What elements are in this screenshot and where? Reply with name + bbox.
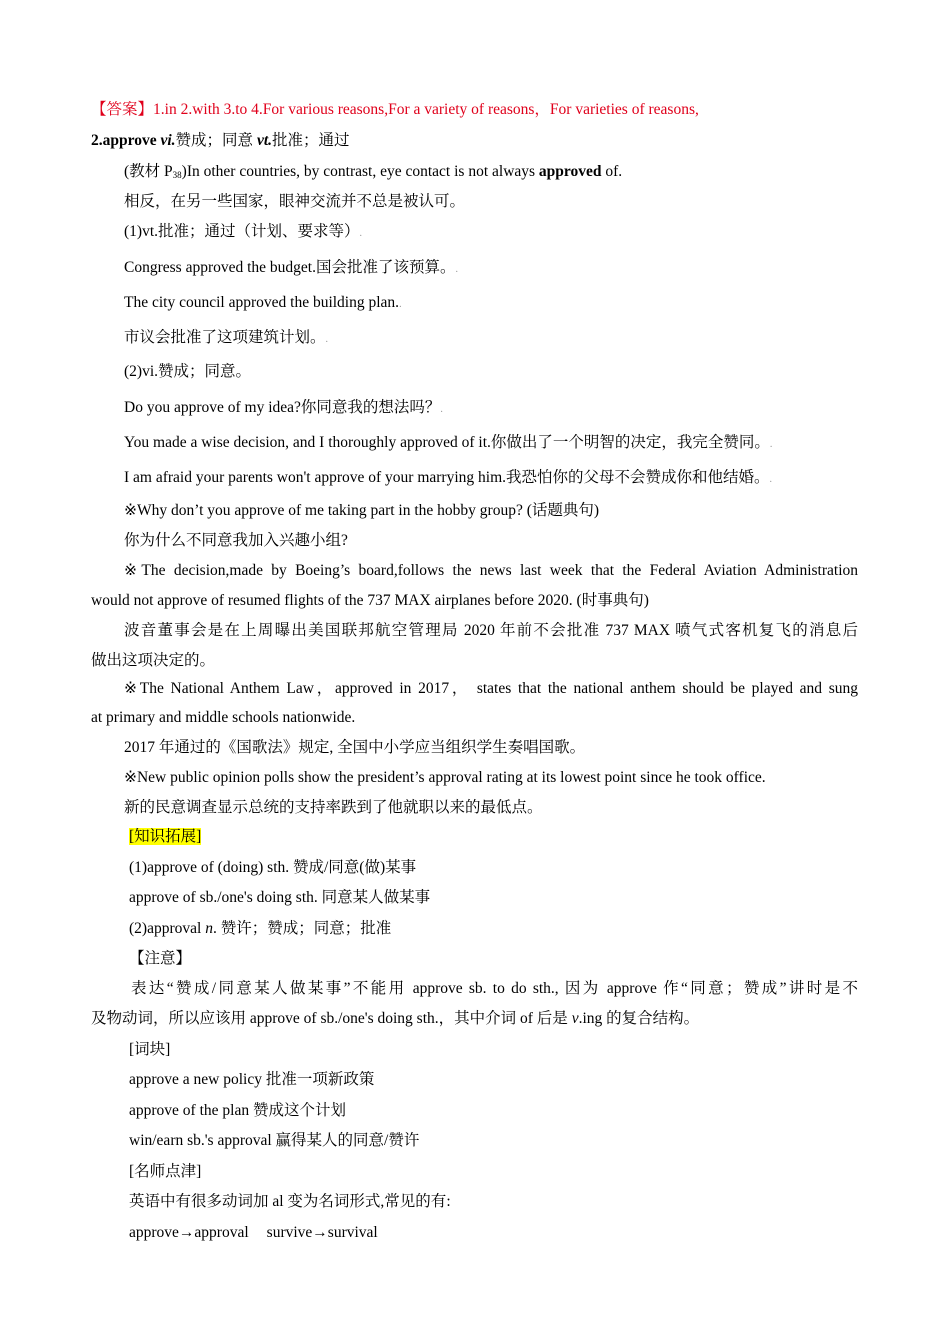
entry-pos-vi: vi. — [160, 132, 176, 149]
extension-3-word: (2)approval — [129, 920, 206, 937]
paragraph-mark: . — [359, 228, 363, 239]
paragraph-mark: . — [440, 404, 443, 415]
answer-text: 1.in 2.with 3.to 4.For various reasons,For a variety of reasons，For varieties of reasons, — [153, 101, 699, 118]
note-line-1: 表达“赞成/同意某人做某事”不能用 approve sb. to do sth., 因为 approve 作“同意；赞成”讲时是不 — [131, 980, 858, 997]
extension-title-text: [知识拓展] — [129, 828, 202, 845]
extension-3-meaning: . 赞许；赞成；同意；批准 — [212, 920, 392, 937]
news-2-translation: 2017 年通过的《国歌法》规定, 全国中小学应当组织学生奏唱国歌。 — [124, 739, 586, 756]
textbook-end: of. — [601, 163, 623, 180]
example-4-text: You made a wise decision, and I thoroughly approved of it.你做出了一个明智的决定，我完全赞同。 — [124, 434, 770, 451]
news-2-line-1: ※The National Anthem Law，approved in 2017， states that the national anthem should be played and sung — [124, 680, 858, 697]
entry-meaning-vt: 批准；通过 — [272, 132, 350, 149]
tip-pair-2: survive→survival — [266, 1224, 378, 1241]
news-3-translation: 新的民意调查显示总统的支持率跌到了他就职以来的最低点。 — [124, 799, 543, 816]
entry-meaning-vi: 赞成；同意 — [175, 132, 257, 149]
entry-word: 2.approve — [91, 132, 161, 149]
example-5-text: I am afraid your parents won't approve of your marrying him.我恐怕你的父母不会赞成你和他结婚。 — [124, 469, 770, 486]
textbook-bold-word: approved — [538, 163, 602, 180]
extension-3-pos: n — [205, 920, 213, 937]
paragraph-mark: . — [325, 334, 329, 345]
news-3: ※New public opinion polls show the president’s approval rating at its lowest point since he took office. — [124, 769, 766, 786]
topic-translation: 你为什么不同意我加入兴趣小组? — [124, 532, 348, 549]
entry-pos-vt: vt. — [256, 132, 272, 149]
textbook-prefix: (教材 P — [124, 163, 173, 180]
example-3-text: Do you approve of my idea?你同意我的想法吗？ — [124, 399, 441, 416]
paragraph-mark: . — [769, 439, 773, 450]
textbook-page: 38 — [172, 170, 182, 180]
news-1-translation-2: 做出这项决定的。 — [91, 652, 216, 669]
tip-text: 英语中有很多动词加 al 变为名词形式,常见的有: — [129, 1193, 451, 1210]
sense-2: (2)vi.赞成；同意。 — [124, 363, 252, 380]
news-1-line-2: would not approve of resumed flights of the 737 MAX airplanes before 2020. (时事典句) — [91, 592, 649, 609]
example-1-text: Congress approved the budget.国会批准了该预算。 — [124, 259, 456, 276]
paragraph-mark: . — [399, 299, 402, 310]
sense-1-text: (1)vt.批准；通过（计划、要求等） — [124, 223, 360, 240]
news-1-translation-1: 波音董事会是在上周曝出美国联邦航空管理局 2020 年前不会批准 737 MAX 喷气式客机复飞的消息后 — [124, 622, 858, 639]
note-line-2 — [91, 1009, 699, 1029]
topic-sentence: ※Why don’t you approve of me taking part in the hobby group? (话题典句) — [124, 502, 600, 519]
example-2-translation — [124, 328, 328, 350]
example-2-cn-text: 市议会批准了这项建筑计划。 — [124, 329, 326, 346]
note-line-2-b: .ing 的复合结构。 — [578, 1010, 700, 1027]
entry-heading — [91, 131, 350, 151]
note-line-2-a: 及物动词，所以应该用 approve of sb./one's doing sth.，其中介词 of 后是 — [91, 1010, 572, 1027]
chunk-2: approve of the plan 赞成这个计划 — [129, 1102, 346, 1119]
extension-title — [129, 827, 201, 847]
example-5 — [124, 468, 772, 490]
tip-title: [名师点津] — [129, 1163, 202, 1180]
answer-line — [91, 100, 699, 120]
news-1-line-1: ※The decision,made by Boeing’s board,follows the news last week that the Federal Aviation Administration — [124, 562, 858, 579]
sense-1 — [124, 222, 362, 244]
tip-pair-1: approve→approval — [129, 1224, 249, 1241]
textbook-example — [124, 162, 622, 185]
extension-3 — [129, 919, 391, 939]
tip-pairs — [129, 1223, 378, 1243]
news-2-line-2: at primary and middle schools nationwide. — [91, 709, 356, 726]
paragraph-mark: . — [769, 474, 772, 485]
answer-bracket: 【答案】 — [91, 101, 154, 118]
extension-1: (1)approve of (doing) sth. 赞成/同意(做)某事 — [129, 859, 417, 876]
chunk-3: win/earn sb.'s approval 赢得某人的同意/赞许 — [129, 1132, 420, 1149]
example-1 — [124, 258, 458, 280]
extension-2: approve of sb./one's doing sth. 同意某人做某事 — [129, 889, 431, 906]
example-2-text: The city council approved the building plan. — [124, 294, 400, 311]
chunk-1: approve a new policy 批准一项新政策 — [129, 1071, 375, 1088]
note-line-2-v: v — [571, 1010, 579, 1027]
note-title: 【注意】 — [129, 950, 192, 967]
textbook-text: )In other countries, by contrast, eye contact is not always — [181, 163, 539, 180]
chunks-title: [词块] — [129, 1041, 171, 1058]
example-3 — [124, 398, 443, 420]
example-2 — [124, 293, 402, 315]
example-4 — [124, 433, 772, 455]
textbook-translation: 相反，在另一些国家，眼神交流并不总是被认可。 — [124, 193, 466, 210]
paragraph-mark: . — [455, 264, 458, 275]
